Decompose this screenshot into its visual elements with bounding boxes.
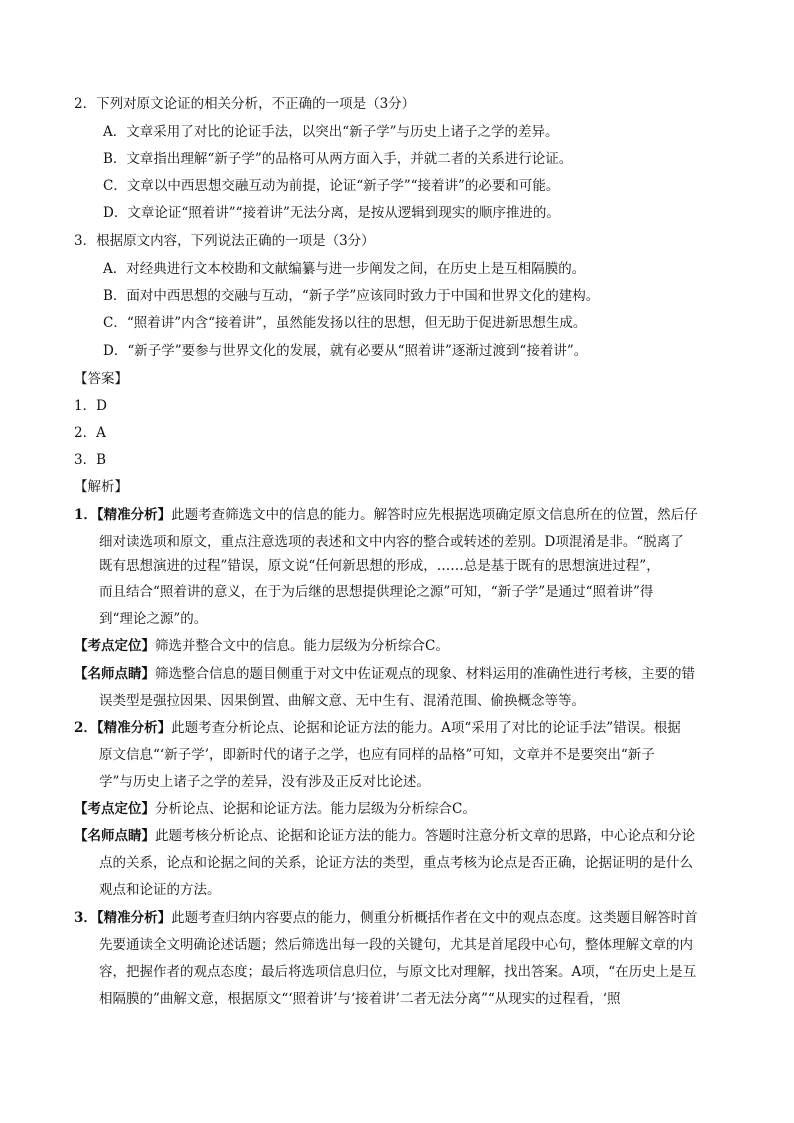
analysis-2-line-2: 原文信息“‘新子学’，即新时代的诸子之学，也应有同样的品格”可知，文章并不是要突出“新子 [99, 747, 655, 763]
mingshi-tag: 【名师点睛】 [74, 666, 155, 682]
analysis-2-kaodian [74, 799, 476, 819]
mingshi-tag: 【名师点睛】 [74, 828, 155, 844]
analysis-1-line-2: 细对读选项和原文，重点注意选项的表述和文中内容的整合或转述的差别。D项混淆是非。“脱离了 [99, 534, 684, 550]
analysis-3-number: 3． [74, 910, 97, 926]
analysis-2-mingshi-line-3: 观点和论证的方法。 [99, 882, 221, 898]
analysis-1-tag: 【精准分析】 [96, 507, 172, 523]
analysis-3-line-4: 相隔膜的”曲解文意，根据原文“‘照着讲’与‘接着讲’二者无法分离”“从现实的过程看，‘照 [99, 991, 621, 1007]
question-2-option-b: B．文章指出理解“新子学”的品格可从两方面入手，并就二者的关系进行论证。 [103, 151, 573, 167]
analysis-1-line-4: 而且结合“照着讲的意义，在于为后继的思想提供理论之源”可知，“新子学”是通过“照着讲”得 [99, 584, 654, 600]
kaodian-text: 筛选并整合文中的信息。能力层级为分析综合C。 [155, 638, 449, 654]
analysis-3-line-1 [74, 908, 698, 928]
analysis-3-line-3: 容，把握作者的观点态度；最后将选项信息归位，与原文比对理解，找出答案。A项，“在历史上是互 [99, 964, 697, 980]
mingshi-text-1: 此题考核分析论点、论据和论证方法的能力。答题时注意分析文章的思路，中心论点和分论 [155, 828, 695, 844]
analysis-1-line-3: 既有思想演进的过程”错误，原文说“任何新思想的形成，……总是基于既有的思想演进过程”， [99, 558, 660, 574]
analysis-heading: 【解析】 [74, 479, 128, 495]
analysis-2-mingshi-line-2: 点的关系，论点和论据之间的关系，论证方法的类型，重点考核为论点是否正确，论据证明的是什么 [99, 855, 693, 871]
analysis-3-line-2: 先要通读全文明确论述话题；然后筛选出每一段的关键句，尤其是首尾段中心句，整体理解文章的内 [99, 937, 693, 953]
answer-1: 1．D [74, 398, 107, 414]
kaodian-tag: 【考点定位】 [74, 638, 155, 654]
analysis-2-text-1: 此题考查分析论点、论据和论证方法的能力。A项“采用了对比的论证手法”错误。根据 [171, 720, 681, 736]
answer-2: 2．A [74, 425, 106, 441]
answer-3: 3．B [74, 452, 107, 468]
question-3-option-c: C．“照着讲”内含“接着讲”，虽然能发扬以往的思想，但无助于促进新思想生成。 [103, 315, 587, 331]
question-2-option-c: C．文章以中西思想交融互动为前提，论证“新子学”“接着讲”的必要和可能。 [103, 178, 560, 194]
mingshi-text-1: 筛选整合信息的题目侧重于对文中佐证观点的现象、材料运用的准确性进行考核，主要的错 [155, 666, 695, 682]
analysis-2-tag: 【精准分析】 [96, 720, 172, 736]
question-3-option-a: A．对经典进行文本校勘和文献编纂与进一步阐发之间，在历史上是互相隔膜的。 [103, 261, 586, 277]
question-3-option-d: D．“新子学”要参与世界文化的发展，就有必要从“照着讲”逐渐过渡到“接着讲”。 [103, 343, 588, 359]
question-3-option-b: B．面对中西思想的交融与互动，“新子学”应该同时致力于中国和世界文化的建构。 [103, 288, 600, 304]
question-2-stem: 2．下列对原文论证的相关分析，不正确的一项是（3分） [74, 96, 416, 112]
analysis-1-kaodian [74, 636, 449, 656]
answer-heading: 【答案】 [74, 371, 128, 387]
kaodian-text: 分析论点、论据和论证方法。能力层级为分析综合C。 [155, 801, 476, 817]
analysis-3-tag: 【精准分析】 [96, 910, 172, 926]
kaodian-tag: 【考点定位】 [74, 801, 155, 817]
analysis-2-mingshi-line-1 [74, 826, 695, 846]
analysis-1-number: 1． [74, 507, 97, 523]
question-2-option-d: D．文章论证“照着讲”“接着讲”无法分离，是按从逻辑到现实的顺序推进的。 [103, 205, 560, 221]
question-2-option-a: A．文章采用了对比的论证手法，以突出“新子学”与历史上诸子之学的差异。 [103, 124, 559, 140]
analysis-2-line-1 [74, 718, 681, 738]
analysis-3-text-1: 此题考查归纳内容要点的能力，侧重分析概括作者在文中的观点态度。这类题目解答时首 [171, 910, 698, 926]
analysis-1-line-1 [74, 505, 698, 525]
question-3-stem: 3．根据原文内容，下列说法正确的一项是（3分） [74, 233, 375, 249]
analysis-2-line-3: 学”与历史上诸子之学的差异，没有涉及正反对比论述。 [99, 774, 430, 790]
analysis-1-text-1: 此题考查筛选文中的信息的能力。解答时应先根据选项确定原文信息所在的位置，然后仔 [171, 507, 698, 523]
analysis-1-mingshi-line-2: 误类型是强拉因果、因果倒置、曲解文意、无中生有、混淆范围、偷换概念等等。 [99, 693, 585, 709]
analysis-1-mingshi-line-1 [74, 664, 695, 684]
analysis-2-number: 2． [74, 720, 97, 736]
analysis-1-line-5: 到“理论之源”的。 [99, 611, 208, 627]
